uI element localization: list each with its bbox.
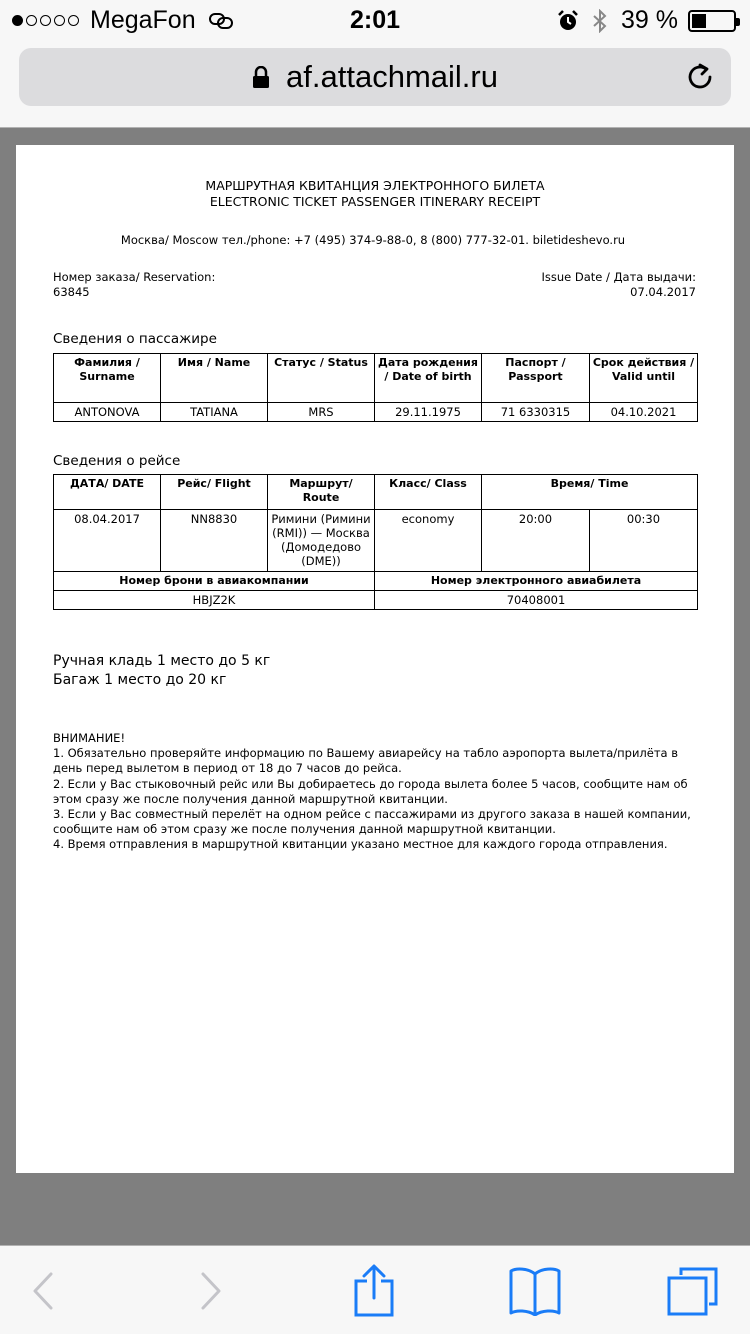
carrier-name: MegaFon xyxy=(90,6,196,34)
flight-header-row xyxy=(54,475,698,510)
cell-flight-date: 08.04.2017 xyxy=(54,510,161,572)
cell-flight-number: NN8830 xyxy=(161,510,268,572)
status-right xyxy=(557,6,736,35)
reservation-number: 63845 xyxy=(53,285,90,299)
passenger-heading: Сведения о пассажире xyxy=(53,331,217,347)
issue-date-label: Issue Date / Дата выдачи: xyxy=(541,270,696,284)
status-bar xyxy=(0,0,750,40)
attention-block xyxy=(53,731,693,853)
back-icon xyxy=(31,1271,55,1311)
cell-departure-time: 20:00 xyxy=(482,510,590,572)
cell-status: MRS xyxy=(268,403,375,422)
cell-e-ticket: 70408001 xyxy=(375,591,698,610)
table-row xyxy=(54,591,698,610)
cell-valid-until: 04.10.2021 xyxy=(590,403,698,422)
header-flight: Рейс/ Flight xyxy=(161,475,268,510)
clock: 2:01 xyxy=(349,6,401,34)
header-class: Класс/ Class xyxy=(375,475,482,510)
cell-passport: 71 6330315 xyxy=(482,403,590,422)
header-surname: Фамилия / Surname xyxy=(54,354,161,403)
forward-icon xyxy=(199,1271,223,1311)
back-button[interactable] xyxy=(13,1264,73,1318)
reload-icon[interactable] xyxy=(685,62,715,92)
share-icon xyxy=(352,1264,396,1318)
header-airline-booking: Номер брони в авиакомпании xyxy=(54,572,375,591)
battery-tip xyxy=(736,18,740,26)
url-text: af.attachmail.ru xyxy=(286,59,498,94)
cell-airline-booking: HBJZ2K xyxy=(54,591,375,610)
header-name: Имя / Name xyxy=(161,354,268,403)
cell-surname: ANTONOVA xyxy=(54,403,161,422)
battery-fill xyxy=(692,14,706,28)
table-row xyxy=(54,510,698,572)
flight-table xyxy=(53,474,698,610)
issue-date-value: 07.04.2017 xyxy=(630,285,696,299)
cell-arrival-time: 00:30 xyxy=(590,510,698,572)
passenger-header-row xyxy=(54,354,698,403)
baggage-info xyxy=(53,652,270,690)
header-passport: Паспорт / Passport xyxy=(482,354,590,403)
forward-button[interactable] xyxy=(181,1264,241,1318)
tabs-button[interactable] xyxy=(662,1264,722,1318)
checked-baggage: Багаж 1 место до 20 кг xyxy=(53,672,227,688)
booking-header-row xyxy=(54,572,698,591)
contacts-line: Москва/ Moscow тел./phone: +7 (495) 374-9-88-0, 8 (800) 777-32-01. biletideshevo.ru xyxy=(120,233,626,247)
alarm-icon xyxy=(557,9,579,33)
bluetooth-icon xyxy=(589,9,611,33)
lock-icon xyxy=(252,66,270,88)
header-status: Статус / Status xyxy=(268,354,375,403)
document-title xyxy=(16,178,734,210)
flight-heading: Сведения о рейсе xyxy=(53,453,181,469)
reservation-block xyxy=(53,270,215,300)
list-item: 3. Если у Вас совместный перелёт на одном рейсе с пассажирами из другого заказа в нашей компании, сообщите нам об этом сразу же после получения данной маршрутной квитанции. xyxy=(53,807,691,837)
browser-address-area xyxy=(0,40,750,128)
list-item: 1. Обязательно проверяйте информацию по Вашему авиарейсу на табло аэропорта вылета/прилёта в день перед вылетом в период от 18 до 7 часов до рейса. xyxy=(53,746,679,776)
attention-heading: ВНИМАНИЕ! xyxy=(53,731,126,745)
bookmarks-icon xyxy=(508,1266,562,1316)
passenger-table xyxy=(53,353,698,422)
header-route: Маршрут/ Route xyxy=(268,475,375,510)
header-birthdate: Дата рождения / Date of birth xyxy=(375,354,482,403)
cell-birthdate: 29.11.1975 xyxy=(375,403,482,422)
hand-luggage: Ручная кладь 1 место до 5 кг xyxy=(53,653,271,669)
address-bar[interactable] xyxy=(19,48,731,106)
title-en: ELECTRONIC TICKET PASSENGER ITINERARY RECEIPT xyxy=(209,194,541,209)
bookmarks-button[interactable] xyxy=(505,1264,565,1318)
cell-name: TATIANA xyxy=(161,403,268,422)
reservation-label: Номер заказа/ Reservation: xyxy=(53,270,216,284)
cell-route: Римини (Римини (RMI)) — Москва (Домодедово (DME)) xyxy=(268,510,375,572)
header-valid-until: Срок действия / Valid until xyxy=(590,354,698,403)
list-item: 4. Время отправления в маршрутной квитанции указано местное для каждого города отправления. xyxy=(53,837,668,852)
share-button[interactable] xyxy=(344,1264,404,1318)
issue-date-block xyxy=(542,270,697,300)
table-row xyxy=(54,403,698,422)
title-ru: МАРШРУТНАЯ КВИТАНЦИЯ ЭЛЕКТРОННОГО БИЛЕТА xyxy=(205,178,545,193)
list-item: 2. Если у Вас стыковочный рейс или Вы добираетесь до города вылета более 5 часов, сообщите нам об этом сразу же после получения данной маршрутной квитанции. xyxy=(53,776,688,806)
battery-percent: 39 % xyxy=(621,6,678,34)
tabs-icon xyxy=(665,1266,719,1316)
battery-icon xyxy=(688,10,736,32)
header-e-ticket: Номер электронного авиабилета xyxy=(375,572,698,591)
document-page xyxy=(16,145,734,1173)
header-time: Время/ Time xyxy=(482,475,698,510)
header-date: ДАТА/ DATE xyxy=(54,475,161,510)
bottom-toolbar xyxy=(0,1245,750,1334)
cell-class: economy xyxy=(375,510,482,572)
